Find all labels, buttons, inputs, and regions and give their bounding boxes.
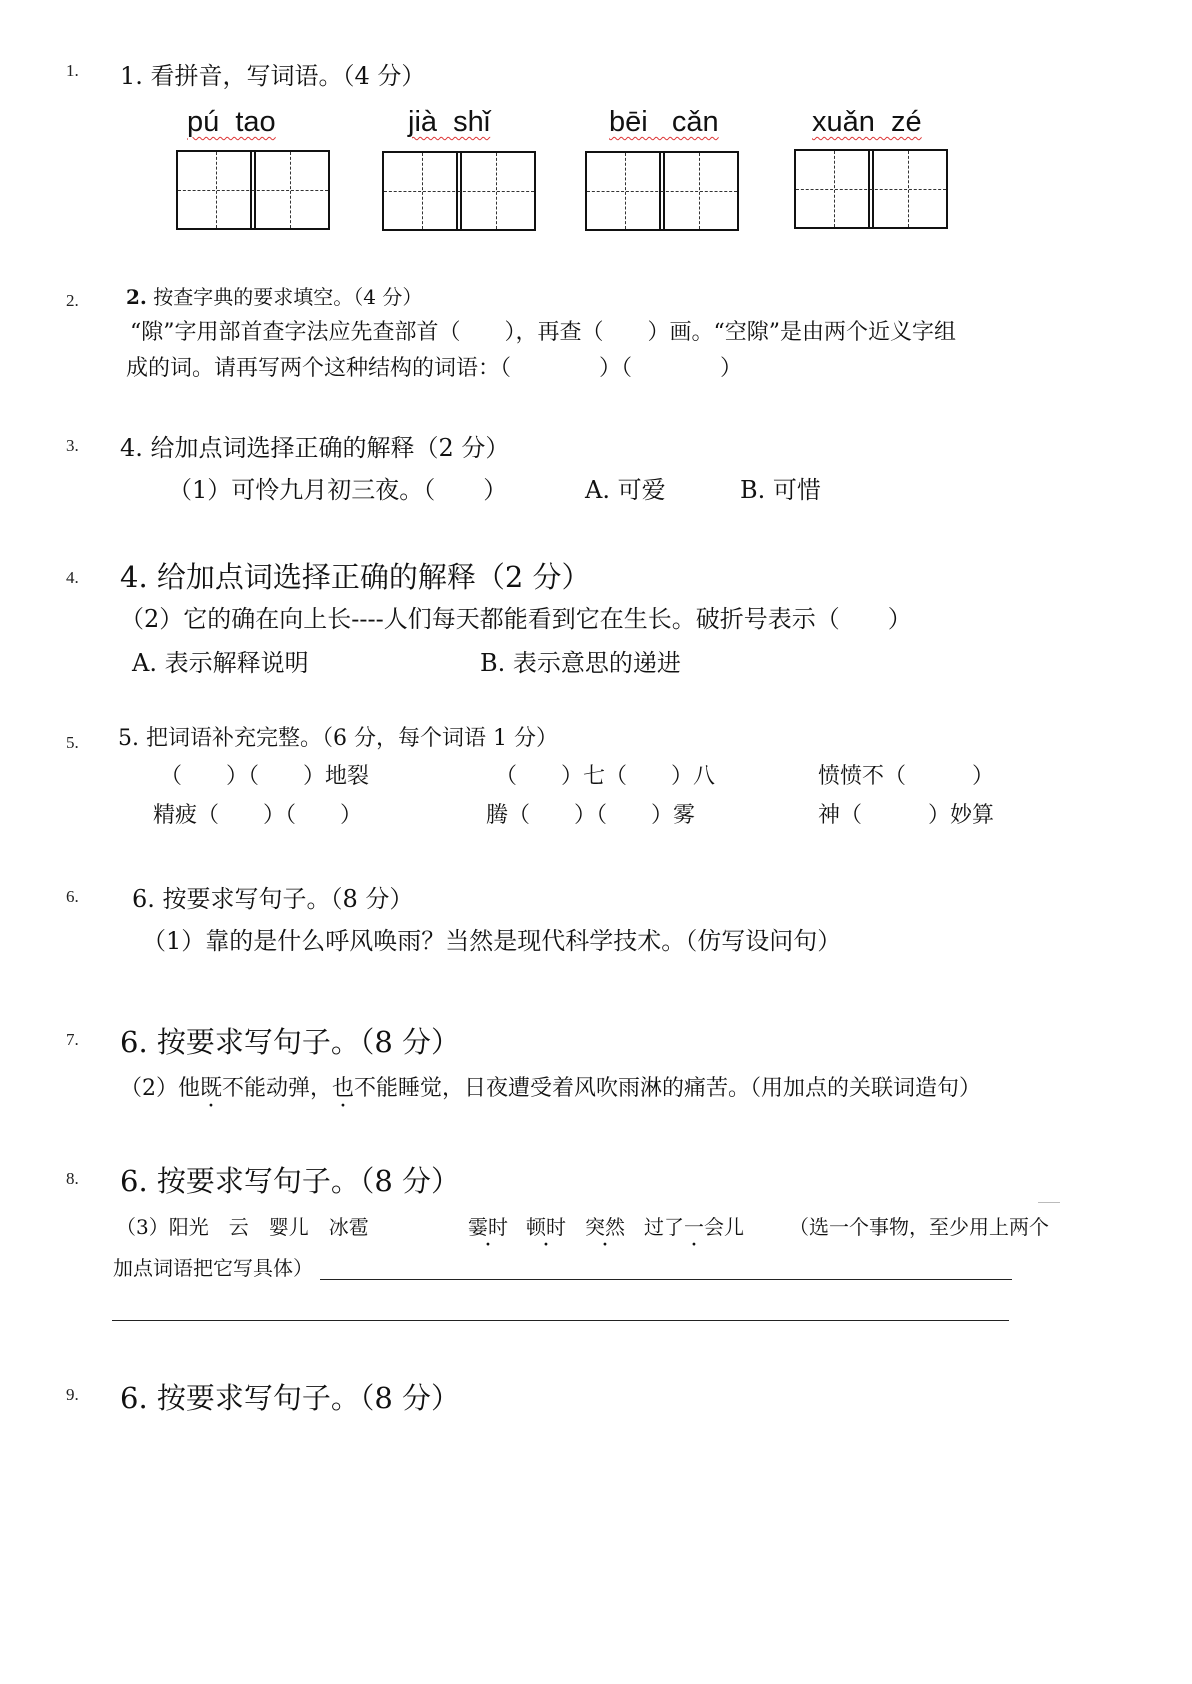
q1-pinyin-4: xuǎn zé xyxy=(812,106,922,138)
question-number-5: 5. xyxy=(66,733,79,752)
q4-item: （2）它的确在向上长----人们每天都能看到它在生长。破折号表示（ ） xyxy=(120,605,912,633)
q8-hint-2: 加点词语把它写具体） xyxy=(113,1256,313,1280)
q3-title: 4. 给加点词选择正确的解释（2 分） xyxy=(120,434,510,462)
q8-things: （3）阳光 云 婴儿 冰雹 xyxy=(116,1215,369,1239)
q3-option-b: B. 可惜 xyxy=(740,476,821,504)
q1-pinyin-2: jià shǐ xyxy=(408,106,491,138)
answer-line[interactable] xyxy=(320,1279,1012,1280)
q2-title: 2. 按查字典的要求填空。（4 分） xyxy=(126,285,423,309)
q1-pinyin-1: pú tao xyxy=(187,106,276,138)
writing-grid-cell[interactable] xyxy=(585,151,665,231)
question-number-9: 9. xyxy=(66,1385,79,1404)
q5-blank-4: 精疲（ ）（ ） xyxy=(153,803,363,828)
writing-grid-cell[interactable] xyxy=(456,151,536,231)
writing-grid-cell[interactable] xyxy=(659,151,739,231)
q4-option-b: B. 表示意思的递进 xyxy=(480,649,681,677)
question-number-7: 7. xyxy=(66,1030,79,1049)
question-number-2: 2. xyxy=(66,291,79,310)
q6-item: （1）靠的是什么呼风唤雨？当然是现代科学技术。（仿写设问句） xyxy=(142,927,842,955)
writing-grid-cell[interactable] xyxy=(382,151,462,231)
q7-item: （2）他既不能动弹，也不能睡觉，日夜遭受着风吹雨淋的痛苦。（用加点的关联词造句） xyxy=(120,1076,982,1101)
q4-option-a: A. 表示解释说明 xyxy=(132,649,309,677)
divider xyxy=(1038,1202,1060,1203)
q5-blank-2: （ ）七（ ）八 xyxy=(495,764,716,789)
q8-title: 6. 按要求写句子。（8 分） xyxy=(120,1164,461,1198)
q8-word-1: 霎时 xyxy=(468,1215,508,1239)
q3-option-a: A. 可爱 xyxy=(585,476,666,504)
answer-line[interactable] xyxy=(112,1320,1009,1321)
q4-title: 4. 给加点词选择正确的解释（2 分） xyxy=(120,560,591,594)
writing-grid-cell[interactable] xyxy=(176,150,256,230)
writing-grid-cell[interactable] xyxy=(868,149,948,229)
q5-blank-5: 腾（ ）（ ）雾 xyxy=(486,803,696,828)
q5-title: 5. 把词语补充完整。（6 分，每个词语 1 分） xyxy=(118,726,558,751)
question-number-1: 1. xyxy=(66,61,79,80)
q9-title: 6. 按要求写句子。（8 分） xyxy=(120,1381,461,1415)
q1-pinyin-3: bēi cǎn xyxy=(609,106,719,138)
q5-blank-6: 神（ ）妙算 xyxy=(818,803,995,828)
question-number-3: 3. xyxy=(66,436,79,455)
q1-title: 1. 看拼音，写词语。（4 分） xyxy=(120,62,426,90)
q5-blank-1: （ ）（ ）地裂 xyxy=(160,764,370,789)
q5-blank-3: 愤愤不（ ） xyxy=(818,764,995,789)
q8-hint-1: （选一个事物，至少用上两个 xyxy=(789,1215,1049,1239)
writing-grid-cell[interactable] xyxy=(794,149,874,229)
q3-item: （1）可怜九月初三夜。（ ） xyxy=(168,476,508,504)
q8-word-4: 过了一会儿 · xyxy=(644,1217,744,1237)
question-number-4: 4. xyxy=(66,568,79,587)
q8-word-3: 突然 xyxy=(585,1215,625,1239)
writing-grid-cell[interactable] xyxy=(250,150,330,230)
question-number-6: 6. xyxy=(66,887,79,906)
question-number-8: 8. xyxy=(66,1169,79,1188)
q8-word-2: 顿时 xyxy=(526,1215,566,1239)
q6-title: 6. 按要求写句子。（8 分） xyxy=(132,885,414,913)
q2-line-2: 成的词。请再写两个这种结构的词语：（ ）（ ） xyxy=(126,356,743,381)
q2-line-1: “隙”字用部首查字法应先查部首（ ），再查（ ）画。“空隙”是由两个近义字组 xyxy=(130,320,956,345)
q7-title: 6. 按要求写句子。（8 分） xyxy=(120,1025,461,1059)
